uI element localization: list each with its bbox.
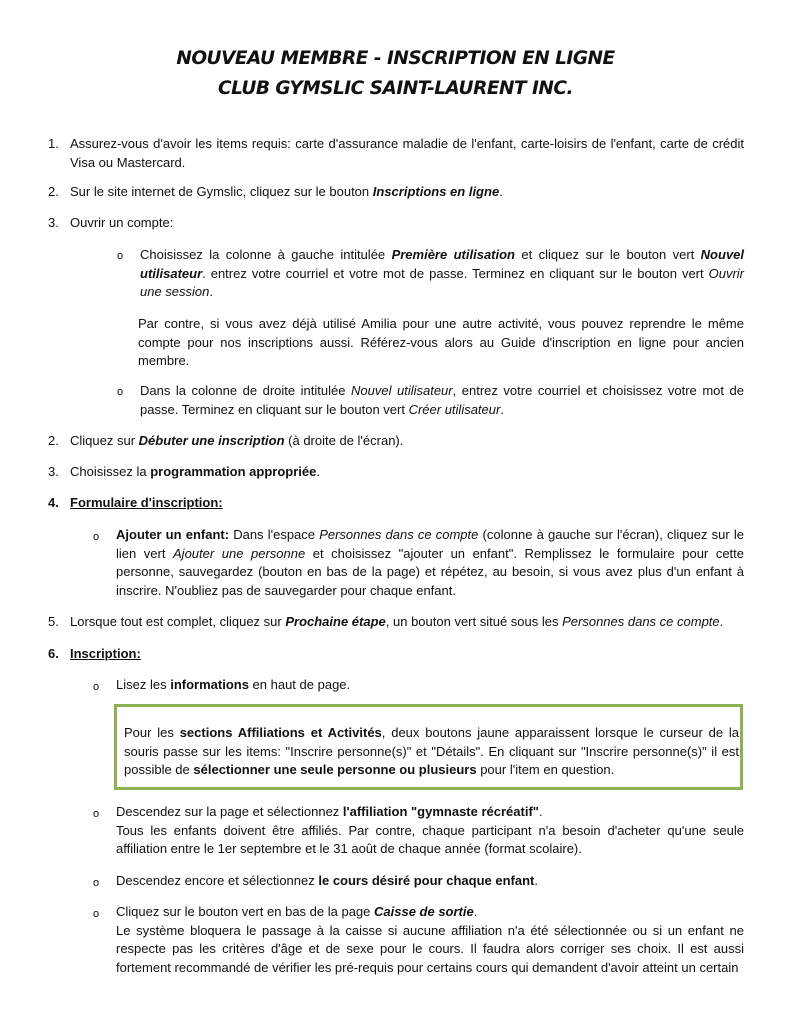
bullet-icon: o — [93, 808, 100, 820]
list-item: Descendez sur la page et sélectionnez l'affiliation "gymnaste récréatif". Tous les enfants doivent être affiliés. Par contre, chaque participant n'a besoin d'acheter qu'une seule affiliation entre le 1er septembre et le 31 août de chaque année (format scolaire). — [116, 804, 744, 856]
list-item: Assurez-vous d'avoir les items requis: carte d'assurance maladie de l'enfant, carte-loisirs de l'enfant, carte de crédit Visa ou Mastercard. — [70, 136, 744, 170]
note-paragraph: Par contre, si vous avez déjà utilisé Amilia pour une autre activité, vous pouvez reprendre le même compte pour nos inscriptions aussi. Référez-vous alors au Guide d'inscription en ligne pour ancien membre. — [138, 316, 744, 368]
list-item: Sur le site internet de Gymslic, cliquez sur le bouton Inscriptions en ligne. — [70, 184, 503, 199]
list-number: 2. — [48, 433, 59, 448]
bullet-icon: o — [117, 386, 124, 398]
list-item: Lorsque tout est complet, cliquez sur Prochaine étape, un bouton vert situé sous les Personnes dans ce compte. — [70, 614, 724, 629]
list-number: 3. — [48, 215, 59, 230]
bullet-icon: o — [93, 681, 100, 693]
section-heading: Formulaire d'inscription: — [70, 495, 223, 510]
list-item: Ouvrir un compte: — [70, 215, 174, 230]
bullet-icon: o — [93, 908, 100, 920]
list-number: 5. — [48, 614, 59, 629]
bullet-icon: o — [93, 531, 100, 543]
list-number: 3. — [48, 464, 59, 479]
list-item: Ajouter un enfant: Dans l'espace Personnes dans ce compte (colonne à gauche sur l'écran), cliquez sur le lien vert Ajouter une personne et choisissez "ajouter un enfant". Remplissez le formulaire pour cette personne, sauvegardez (bouton en bas de la page) et répétez, au besoin, si vous avez plus d'un enfant à inscrire. N'oubliez pas de sauvegarder pour chaque enfant. — [116, 527, 744, 598]
list-item: Cliquez sur le bouton vert en bas de la page Caisse de sortie. Le système bloquera le passage à la caisse si aucune affiliation n'a été sélectionnée ou si un enfant ne respecte pas les critères d'âge et de sexe pour le cours. Il faudra alors corriger ses choix. Il est aussi fortement recommandé de vérifier les pré-requis pour certains cours qui demandent d'avoir atteint un certain — [116, 904, 744, 975]
list-number: 4. — [48, 495, 59, 510]
info-box-text: Pour les sections Affiliations et Activités, deux boutons jaune apparaissent lorsque le curseur de la souris passe sur les items: "Inscrire personne(s)" et "Détails". En cliquant sur "Inscrire personne(s)" il est possible de sélectionner une seule personne ou plusieurs pour l'item en question. — [124, 725, 740, 777]
list-item: Dans la colonne de droite intitulée Nouvel utilisateur, entrez votre courriel et choisissez votre mot de passe. Terminez en cliquant sur le bouton vert Créer utilisateur. — [140, 383, 744, 417]
list-item: Choisissez la programmation appropriée. — [70, 464, 320, 479]
list-number: 1. — [48, 136, 59, 151]
page-title-line2: CLUB GYMSLIC SAINT-LAURENT INC. — [218, 78, 573, 99]
list-number: 2. — [48, 184, 59, 199]
section-heading: Inscription: — [70, 646, 141, 661]
bullet-icon: o — [117, 250, 124, 262]
list-number: 6. — [48, 646, 59, 661]
page-title-line1: NOUVEAU MEMBRE - INSCRIPTION EN LIGNE — [176, 48, 615, 69]
list-item: Cliquez sur Débuter une inscription (à droite de l'écran). — [70, 433, 404, 448]
list-item: Choisissez la colonne à gauche intitulée Première utilisation et cliquez sur le bouton vert Nouvel utilisateur. entrez votre courriel et votre mot de passe. Terminez en cliquant sur le bouton vert Ouvrir une session. — [140, 247, 745, 299]
bullet-icon: o — [93, 877, 100, 889]
list-item: Lisez les informations en haut de page. — [116, 677, 351, 692]
list-item: Descendez encore et sélectionnez le cours désiré pour chaque enfant. — [116, 873, 538, 888]
